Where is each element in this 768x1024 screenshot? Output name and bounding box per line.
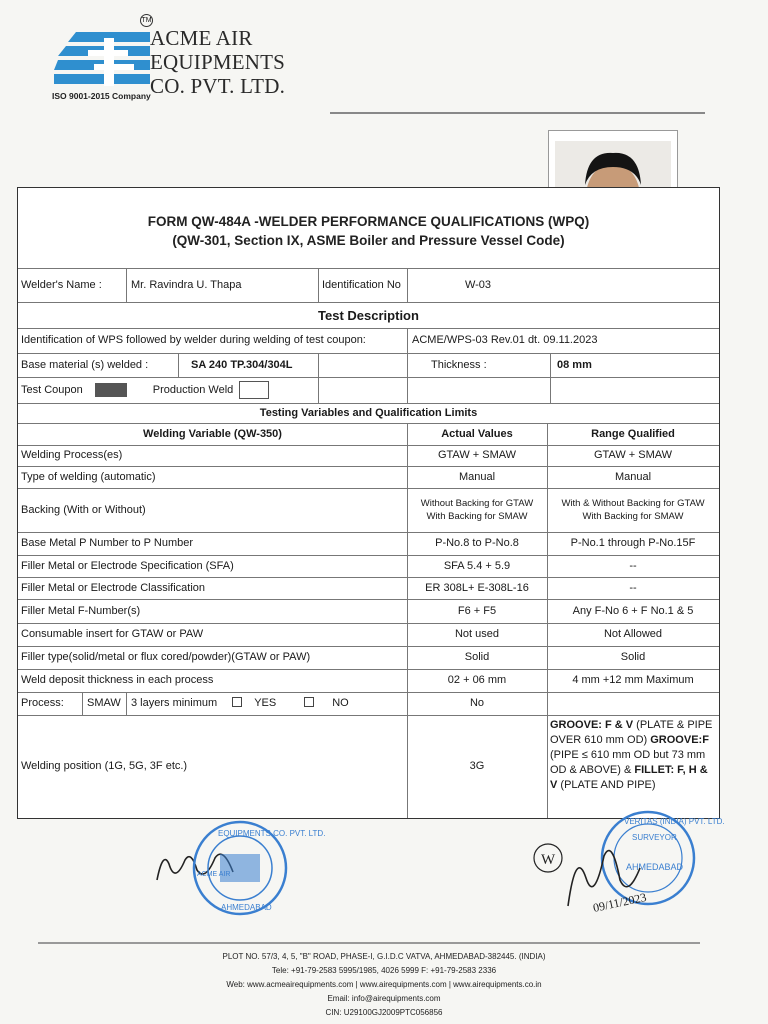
range-cell: Solid (620, 651, 646, 663)
production-weld-label: Production Weld (152, 383, 234, 396)
thickness-label: Thickness : (431, 358, 487, 371)
thickness-value: 08 mm (557, 358, 592, 371)
variable-cell: Filler Metal or Electrode Classification (21, 581, 206, 594)
test-description-heading: Test Description (318, 307, 419, 323)
testing-variables-heading: Testing Variables and Qualification Limits (259, 406, 478, 419)
acme-logo-icon (54, 28, 150, 92)
actual-cell: ER 308L+ E-308L-16 (425, 581, 529, 594)
test-coupon-checkbox[interactable] (95, 383, 127, 397)
no-label: NO (332, 697, 349, 709)
process-actual-cell: No (469, 697, 485, 709)
actual-cell: F6 + F5 (457, 604, 497, 617)
wpq-form (17, 187, 720, 819)
process-label: Process: (21, 697, 64, 709)
company-name: ACME AIR EQUIPMENTS CO. PVT. LTD. (150, 26, 286, 98)
actual-cell: Solid (464, 651, 490, 663)
variable-cell: Consumable insert for GTAW or PAW (21, 628, 204, 640)
range-cell: P-No.1 through P-No.15F (570, 537, 696, 549)
welder-name-label: Welder's Name : (21, 278, 102, 291)
layers-label: 3 layers minimum (131, 697, 218, 709)
company-logo-block (50, 14, 310, 106)
position-actual-cell: 3G (469, 760, 485, 772)
wps-label: Identification of WPS followed by welder during welding of test coupon: (21, 334, 366, 346)
range-cell: With & Without Backing for GTAW With Backing for SMAW (561, 498, 705, 522)
svg-text:EQUIPMENTS CO. PVT. LTD.: EQUIPMENTS CO. PVT. LTD. (218, 829, 326, 838)
column-header-range: Range Qualified (591, 427, 675, 440)
range-cell: GTAW + SMAW (593, 449, 673, 461)
svg-text:AHMEDABAD: AHMEDABAD (626, 862, 684, 872)
process-options (128, 692, 407, 715)
actual-cell: Not used (454, 628, 500, 640)
trademark-mark: TM (140, 14, 153, 27)
actual-cell: 02 + 06 mm (447, 674, 507, 686)
svg-text:ACME AIR: ACME AIR (197, 871, 231, 878)
footer-tele: Tele: +91-79-2583 5995/1985, 4026 5999 F: +91-79-2583 2336 (271, 966, 497, 975)
variable-cell: Filler type(solid/metal or flux cored/powder)(GTAW or PAW) (21, 651, 311, 663)
test-coupon-label: Test Coupon (21, 383, 83, 396)
variable-cell: Backing (With or Without) (21, 503, 146, 516)
welder-name-value: Mr. Ravindra U. Thapa (131, 278, 242, 291)
footer-divider (38, 942, 700, 944)
svg-text:AHMEDABAD: AHMEDABAD (221, 903, 272, 912)
yes-label: YES (254, 697, 277, 709)
position-range-cell: GROOVE: F & V (PLATE & PIPE OVER 610 mm OD) GROOVE:F (PIPE ≤ 610 mm OD but 73 mm OD & ABOVE) & FILLET: F, H & V (PLATE AND PIPE) (550, 719, 713, 791)
yes-checkbox[interactable] (232, 697, 242, 707)
variable-cell: Filler Metal or Electrode Specification (SFA) (21, 559, 234, 572)
variable-cell: Base Metal P Number to P Number (21, 537, 194, 549)
wps-value: ACME/WPS-03 Rev.01 dt. 09.11.2023 (412, 334, 598, 346)
svg-text:09/11/2023: 09/11/2023 (591, 889, 648, 915)
variable-cell: Filler Metal F-Number(s) (21, 604, 141, 617)
variable-cell: Welding Process(es) (21, 449, 123, 461)
identification-label: Identification No (322, 278, 401, 291)
acme-stamp-and-signature (145, 820, 326, 920)
range-cell: -- (629, 581, 637, 594)
coupon-row (18, 377, 321, 403)
footer-email: Email: info@airequipments.com (327, 994, 441, 1003)
position-variable-cell: Welding position (1G, 5G, 3F etc.) (21, 760, 188, 772)
process-value: SMAW (87, 697, 121, 709)
variable-cell: Type of welding (automatic) (21, 470, 156, 483)
identification-value: W-03 (464, 278, 492, 291)
surveyor-stamp-and-signature (528, 808, 725, 923)
actual-cell: GTAW + SMAW (437, 449, 517, 461)
footer-address: PLOT NO. 57/3, 4, 5, "B" ROAD, PHASE-I, G.I.D.C VATVA, AHMEDABAD-382445. (INDIA) (222, 952, 546, 961)
range-cell: 4 mm +12 mm Maximum (572, 674, 694, 686)
no-checkbox[interactable] (304, 697, 314, 707)
actual-cell: SFA 5.4 + 5.9 (443, 559, 511, 572)
actual-cell: Manual (458, 470, 496, 483)
svg-text:SURVEYOR: SURVEYOR (632, 833, 677, 842)
production-weld-checkbox[interactable] (239, 381, 269, 399)
actual-cell: Without Backing for GTAW With Backing for SMAW (420, 498, 534, 522)
column-header-actual: Actual Values (441, 427, 513, 440)
range-cell: Manual (614, 470, 652, 483)
footer-cin: CIN: U29100GJ2009PTC056856 (325, 1008, 443, 1017)
range-cell: Not Allowed (603, 628, 663, 640)
svg-text:W: W (541, 852, 556, 868)
variable-cell: Weld deposit thickness in each process (21, 674, 214, 686)
base-material-value: SA 240 TP.304/304L (191, 358, 293, 371)
base-material-label: Base material (s) welded : (21, 358, 149, 371)
header-divider (330, 112, 705, 114)
company-footer (0, 950, 768, 1020)
column-header-variable: Welding Variable (QW-350) (143, 427, 282, 440)
form-title: FORM QW-484A -WELDER PERFORMANCE QUALIFICATIONS (WPQ) (QW-301, Section IX, ASME Boiler and Pressure Vessel Code) (147, 214, 590, 248)
actual-cell: P-No.8 to P-No.8 (435, 537, 519, 549)
range-cell: -- (629, 559, 637, 572)
range-cell: Any F-No 6 + F No.1 & 5 (572, 604, 694, 617)
iso-label: ISO 9001-2015 Company (52, 91, 151, 101)
footer-web: Web: www.acmeairequipments.com | www.airequipments.com | www.airequipments.co.in (226, 980, 542, 989)
svg-text:VERITAS (INDIA) PVT. LTD.: VERITAS (INDIA) PVT. LTD. (624, 817, 725, 826)
